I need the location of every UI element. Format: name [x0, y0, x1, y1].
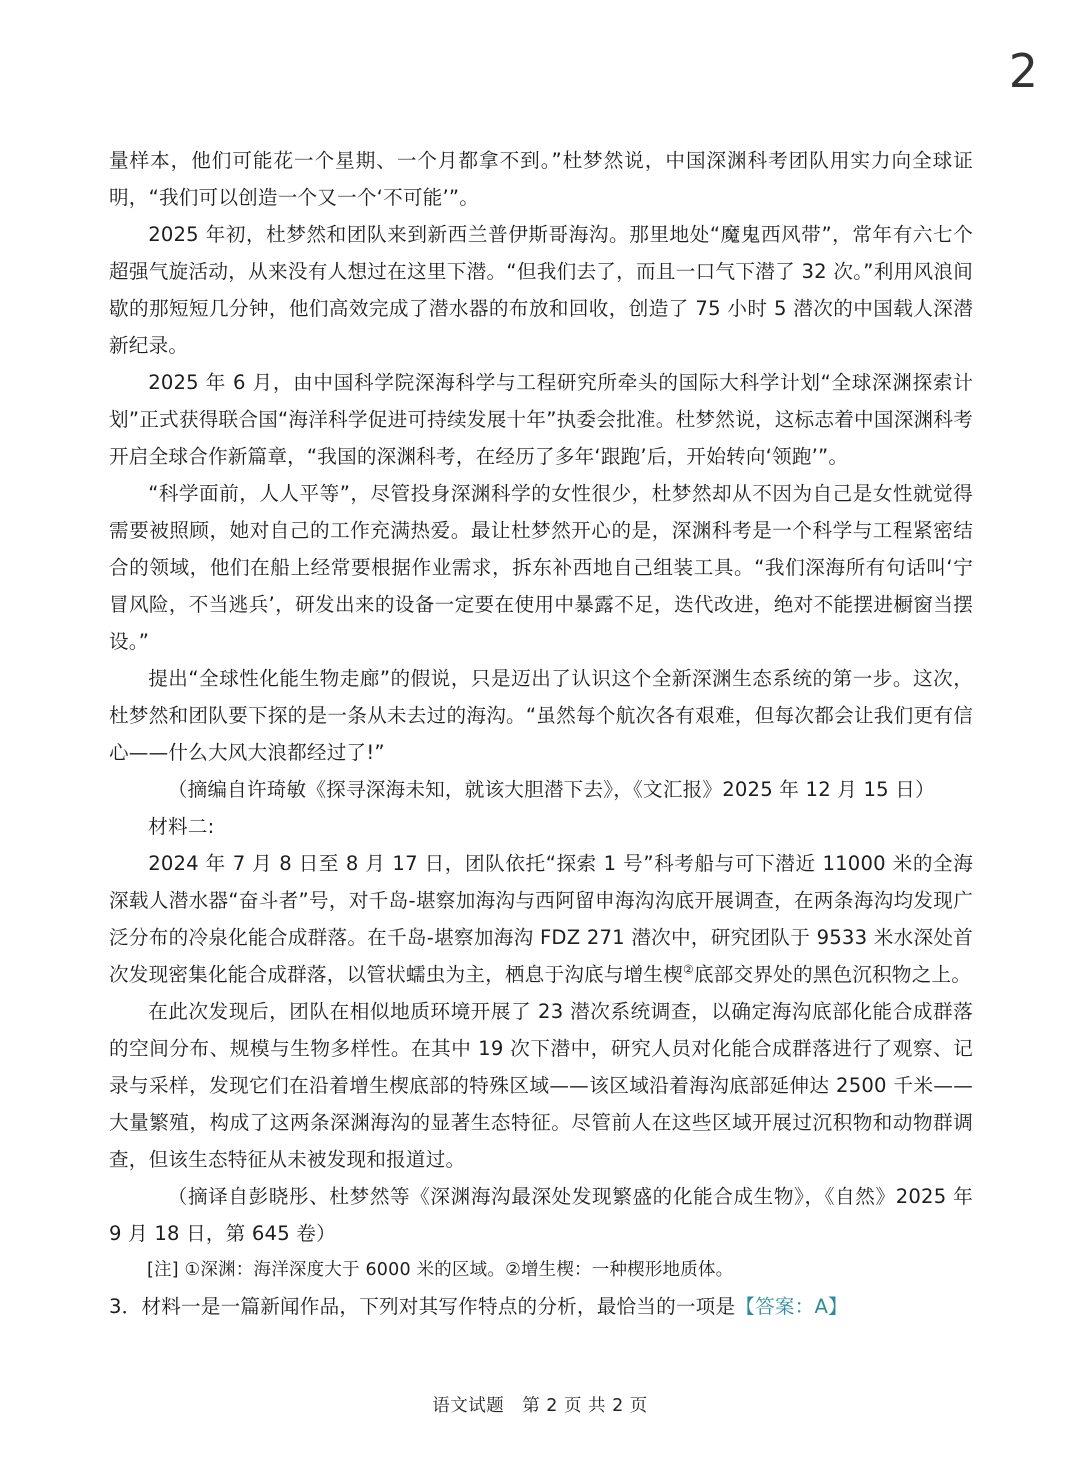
paragraph: 提出“全球性化能生物走廊”的假说，只是迈出了认识这个全新深渊生态系统的第一步。这次，杜梦然和团队要下探的是一条从未去过的海沟。“虽然每个航次各有艰难，但每次都会让我们更有信心——什么大风大浪都经过了!”	[109, 667, 973, 764]
paragraph: “科学面前，人人平等”，尽管投身深渊科学的女性很少，杜梦然却从不因为自己是女性就觉得需要被照顾，她对自己的工作充满热爱。最让杜梦然开心的是，深渊科考是一个科学与工程紧密结合的领域，他们在船上经常要根据作业需求，拆东补西地自己组装工具。“我们深海所有句话叫‘宁冒风险，不当逃兵’，研发出来的设备一定要在使用中暴露不足，迭代改进，绝对不能摆进橱窗当摆设。”	[109, 482, 973, 653]
document-body	[109, 142, 973, 1326]
source-citation-2: （摘译自彭晓彤、杜梦然等《深渊海沟最深处发现繁盛的化能合成生物》，《自然》2025 年 9 月 18 日，第 645 卷）	[109, 1185, 973, 1245]
page-number: 2	[1008, 44, 1038, 98]
paragraph-continued: 量样本，他们可能花一个星期、一个月都拿不到。”杜梦然说，中国深渊科考团队用实力向全球证明，“我们可以创造一个又一个‘不可能’”。	[109, 149, 973, 209]
material-2-paragraph-1	[109, 845, 973, 993]
material-2-heading: 材料二:	[148, 815, 215, 838]
material-2-text: 2024 年 7 月 8 日至 8 月 17 日，团队依托“探索 1 号”科考船与可下潜近 11000 米的全海深载人潜水器“奋斗者”号，对千岛-堪察加海沟与西阿留申海沟沟底开展调查，在两条海沟均发现广泛分布的冷泉化能合成群落。在千岛-堪察加海沟 FDZ 271 潜次中，研究团队于 9533 米水深处首次发现密集化能合成群落，以管状蠕虫为主，栖息于沟底与增生楔	[109, 852, 973, 986]
footnote-marker: ②	[683, 962, 694, 977]
material-2-text: 底部交界处的黑色沉积物之上。	[694, 963, 972, 986]
source-citation-1: （摘编自许琦敏《探寻深海未知，就该大胆潜下去》，《文汇报》2025 年 12 月 15 日）	[167, 778, 935, 801]
paragraph: 2025 年 6 月，由中国科学院深海科学与工程研究所牵头的国际大科学计划“全球深渊探索计划”正式获得联合国“海洋科学促进可持续发展十年”执委会批准。杜梦然说，这标志着中国深渊科考开启全球合作新篇章，“我国的深渊科考，在经历了多年‘跟跑’后，开始转向‘领跑’”。	[109, 371, 973, 468]
question-3	[109, 1288, 973, 1326]
question-text: 3．材料一是一篇新闻作品，下列对其写作特点的分析，最恰当的一项是	[109, 1295, 736, 1318]
paragraph: 2025 年初，杜梦然和团队来到新西兰普伊斯哥海沟。那里地处“魔鬼西风带”，常年有六七个超强气旋活动，从来没有人想过在这里下潜。“但我们去了，而且一口气下潜了 32 次。”利用风浪间歇的那短短几分钟，他们高效完成了潜水器的布放和回收，创造了 75 小时 5 潜次的中国载人深潜新纪录。	[109, 223, 973, 357]
page-footer: 语文试题 第 2 页 共 2 页	[432, 1396, 648, 1416]
material-2-paragraph-2: 在此次发现后，团队在相似地质环境开展了 23 潜次系统调查，以确定海沟底部化能合成群落的空间分布、规模与生物多样性。在其中 19 次下潜中，研究人员对化能合成群落进行了观察、记录与采样，发现它们在沿着增生楔底部的特殊区域——该区域沿着海沟底部延伸达 2500 千米——大量繁殖，构成了这两条深渊海沟的显著生态特征。尽管前人在这些区域开展过沉积物和动物群调查，但该生态特征从未被发现和报道过。	[109, 1000, 973, 1171]
footnote: [注] ①深渊：海洋深度大于 6000 米的区域。②增生楔：一种楔形地质体。	[147, 1260, 734, 1280]
answer-label: 【答案：A】	[735, 1295, 848, 1318]
